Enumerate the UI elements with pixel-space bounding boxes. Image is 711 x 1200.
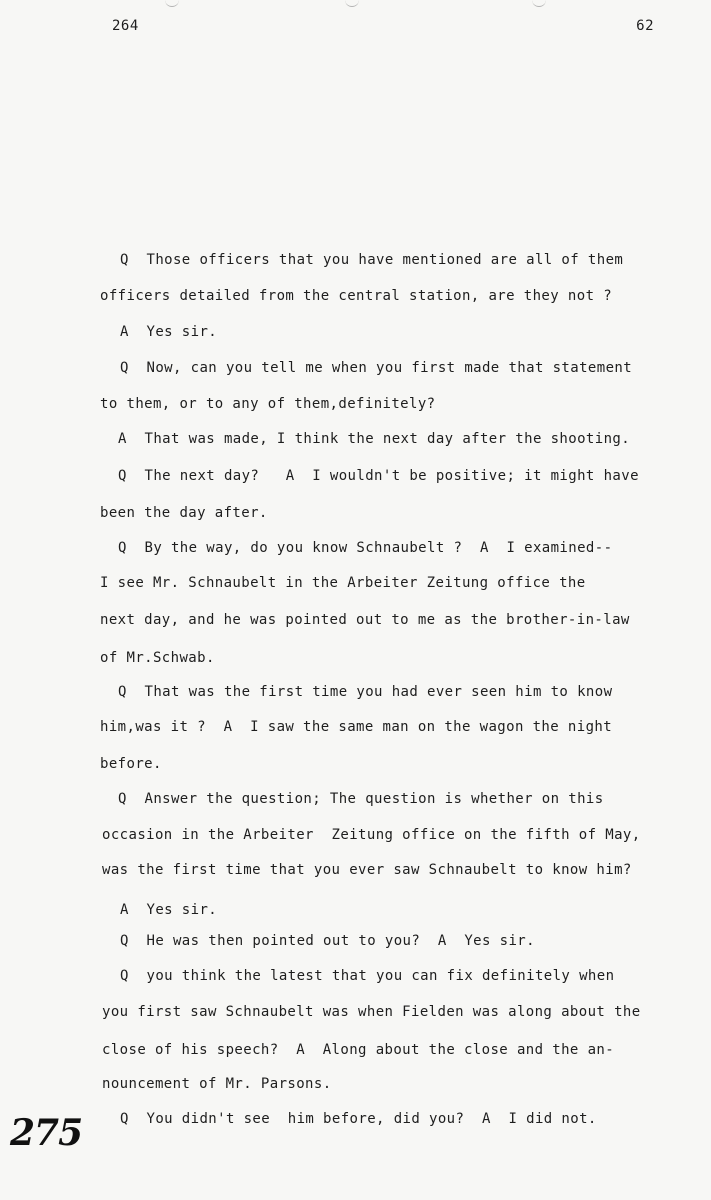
transcript-line: Q you think the latest that you can fix definitely when: [120, 968, 615, 984]
transcript-line: close of his speech? A Along about the close and the an-: [102, 1042, 615, 1058]
transcript-line: was the first time that you ever saw Schnaubelt to know him?: [102, 862, 632, 878]
scan-mark: [345, 0, 359, 7]
transcript-line: Q He was then pointed out to you? A Yes sir.: [120, 933, 535, 949]
transcript-line: A That was made, I think the next day after the shooting.: [118, 431, 631, 447]
transcript-line: Q Those officers that you have mentioned are all of them: [120, 252, 624, 268]
transcript-line: next day, and he was pointed out to me as the brother-in-law: [100, 612, 630, 628]
scan-mark: [165, 0, 179, 7]
transcript-line: Q You didn't see him before, did you? A I did not.: [120, 1111, 597, 1127]
transcript-line: Q That was the first time you had ever seen him to know: [118, 684, 613, 700]
transcript-line: before.: [100, 756, 162, 772]
transcript-line: him,was it ? A I saw the same man on the wagon the night: [100, 719, 613, 735]
transcript-line: been the day after.: [100, 505, 268, 521]
scan-mark: [532, 0, 546, 7]
transcript-line: I see Mr. Schnaubelt in the Arbeiter Zeitung office the: [100, 575, 586, 591]
transcript-line: Q Now, can you tell me when you first made that statement: [120, 360, 633, 376]
transcript-line: Q By the way, do you know Schnaubelt ? A I examined--: [118, 540, 613, 556]
transcript-line: officers detailed from the central station, are they not ?: [100, 288, 613, 304]
transcript-line: you first saw Schnaubelt was when Fielden was along about the: [102, 1004, 641, 1020]
handwritten-page-number: 275: [10, 1112, 83, 1154]
transcript-line: A Yes sir.: [120, 324, 218, 340]
transcript-line: nouncement of Mr. Parsons.: [102, 1076, 332, 1092]
transcript-line: A Yes sir.: [120, 902, 218, 918]
transcript-line: Q Answer the question; The question is whether on this: [118, 791, 604, 807]
transcript-line: to them, or to any of them,definitely?: [100, 396, 436, 412]
transcript-line: occasion in the Arbeiter Zeitung office on the fifth of May,: [102, 827, 641, 843]
page-number-right: 62: [636, 18, 654, 34]
transcript-line: Q The next day? A I wouldn't be positive; it might have: [118, 468, 639, 484]
transcript-line: of Mr.Schwab.: [100, 650, 215, 666]
page-number-left: 264: [112, 18, 139, 34]
